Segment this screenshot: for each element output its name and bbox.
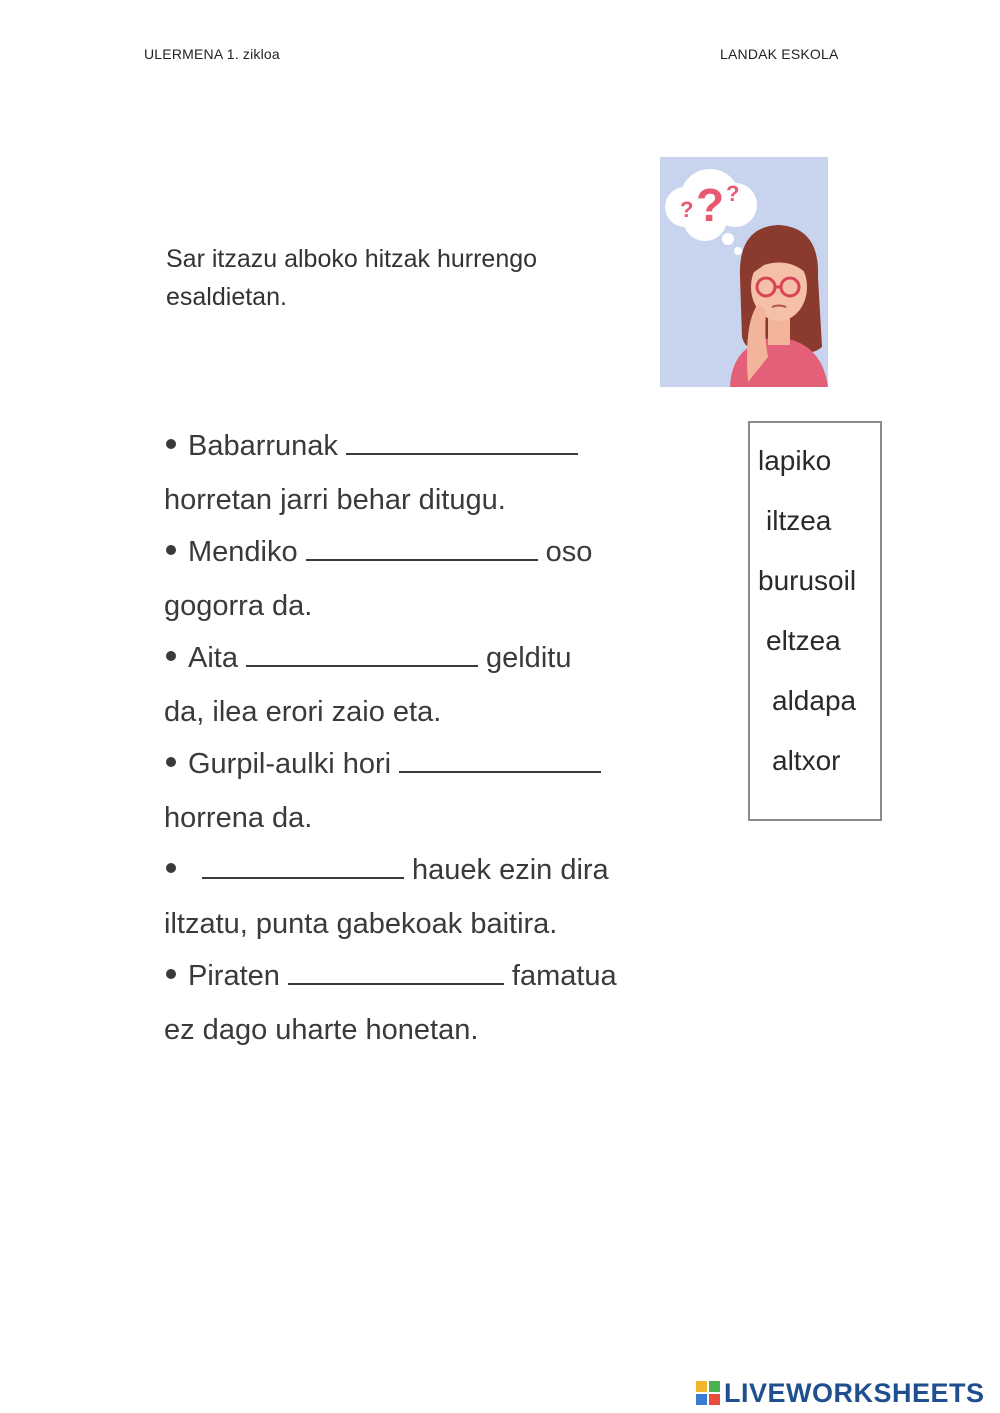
sentence-2-before: Mendiko xyxy=(188,536,298,568)
bullet xyxy=(166,757,176,767)
sentence-3-continuation: da, ilea erori zaio eta. xyxy=(164,696,442,728)
sentence-4 xyxy=(164,748,609,781)
header-right: LANDAK ESKOLA xyxy=(720,46,839,62)
bullet xyxy=(166,969,176,979)
bullet xyxy=(166,863,176,873)
question-mark-left: ? xyxy=(680,197,694,222)
sentence-1-continuation: horretan jarri behar ditugu. xyxy=(164,484,506,516)
word-bank-item: aldapa xyxy=(772,685,857,716)
sentence-6-before: Piraten xyxy=(188,960,280,992)
sentence-2-continuation: gogorra da. xyxy=(164,590,313,622)
sentence-6-after: famatua xyxy=(511,960,617,992)
answer-blank-6[interactable] xyxy=(288,961,504,985)
word-bank-item: burusoil xyxy=(758,565,857,596)
sentence-3-after: gelditu xyxy=(485,642,572,674)
sentence-4-continuation: horrena da. xyxy=(164,802,313,834)
liveworksheets-logo[interactable] xyxy=(696,1378,985,1408)
answer-blank-5[interactable] xyxy=(202,855,404,879)
header-left: ULERMENA 1. zikloa xyxy=(144,46,280,62)
bullet xyxy=(166,651,176,661)
liveworksheets-logo-text: LIVEWORKSHEETS xyxy=(724,1377,985,1408)
sentence-5-after: hauek ezin dira xyxy=(412,854,609,886)
liveworksheets-logo-icon xyxy=(696,1381,720,1405)
question-mark-right: ? xyxy=(726,181,740,206)
word-bank-item: iltzea xyxy=(766,505,832,536)
sentence-2-after: oso xyxy=(545,536,593,568)
sentence-4-before: Gurpil-aulki hori xyxy=(188,748,392,780)
word-bank-item: eltzea xyxy=(766,625,841,656)
sentence-6-continuation: ez dago uharte honetan. xyxy=(164,1014,479,1046)
answer-blank-4[interactable] xyxy=(399,749,601,773)
thinking-woman-illustration xyxy=(660,157,828,387)
answer-blank-2[interactable] xyxy=(306,537,538,561)
sentence-6 xyxy=(164,960,617,993)
answer-blank-3[interactable] xyxy=(246,643,478,667)
sentence-5 xyxy=(164,854,609,887)
bullet xyxy=(166,439,176,449)
word-bank-item: lapiko xyxy=(758,445,832,476)
sentence-3 xyxy=(164,642,571,675)
sentence-3-before: Aita xyxy=(188,642,238,674)
word-bank xyxy=(748,421,882,821)
sentence-1-before: Babarrunak xyxy=(188,430,338,462)
sentence-1 xyxy=(164,430,586,463)
word-bank-item: altxor xyxy=(772,745,841,776)
instruction-text: Sar itzazu alboko hitzak hurrengo esaldietan. xyxy=(166,245,538,311)
bullet xyxy=(166,545,176,555)
question-mark-center: ? xyxy=(696,179,725,231)
sentence-5-continuation: iltzatu, punta gabekoak baitira. xyxy=(164,908,558,940)
sentence-2 xyxy=(164,536,592,569)
thinking-woman-icon xyxy=(660,157,828,387)
answer-blank-1[interactable] xyxy=(346,431,578,455)
